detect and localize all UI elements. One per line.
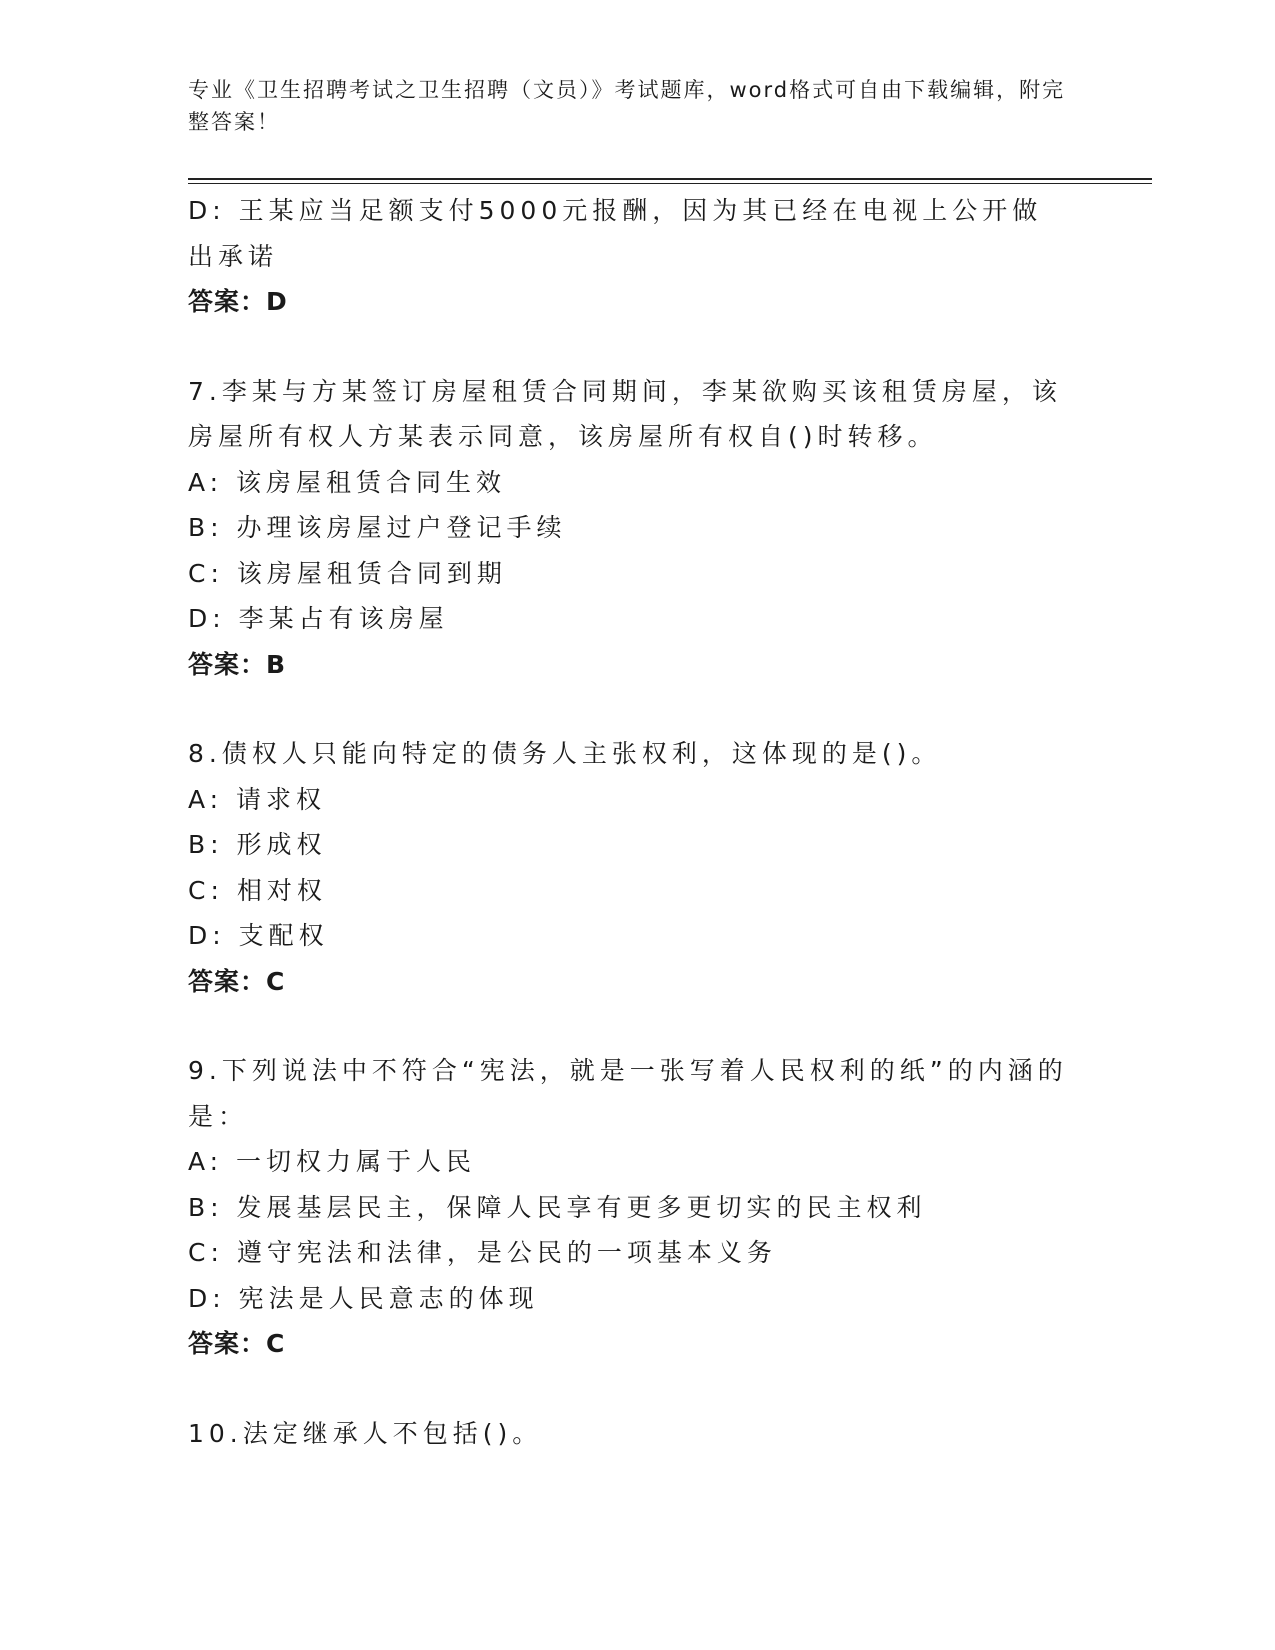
header-rule-thick xyxy=(188,178,1152,180)
question-7-option-b: B: 办理该房屋过户登记手续 xyxy=(188,513,567,542)
question-9-option-d: D: 宪法是人民意志的体现 xyxy=(188,1283,539,1313)
question-9-stem: 9.下列说法中不符合“宪法，就是一张写着人民权利的纸”的内涵的是： xyxy=(188,1056,1068,1131)
question-9-option-a: A: 一切权力属于人民 xyxy=(188,1147,477,1176)
document-header xyxy=(188,74,1068,138)
question-7-option-d: D: 李某占有该房屋 xyxy=(188,604,449,633)
question-8-option-a: A: 请求权 xyxy=(188,784,327,814)
question-7-stem: 7.李某与方某签订房屋租赁合同期间，李某欲购买该租赁房屋，该房屋所有权人方某表示同意，该房屋所有权自()时转移。 xyxy=(188,376,1062,451)
header-rule-thin xyxy=(188,183,1152,184)
question-8-stem: 8.债权人只能向特定的债务人主张权利，这体现的是()。 xyxy=(188,739,942,768)
question-6-option-d: D: 王某应当足额支付5000元报酬，因为其已经在电视上公开做出承诺 xyxy=(188,196,1043,271)
question-7-option-a: A: 该房屋租赁合同生效 xyxy=(188,467,507,497)
document-body xyxy=(188,188,1068,1456)
question-8-option-c: C: 相对权 xyxy=(188,875,327,905)
question-9-option-b: B: 发展基层民主，保障人民享有更多更切实的民主权利 xyxy=(188,1192,927,1222)
header-text: 专业《卫生招聘考试之卫生招聘（文员）》考试题库，word格式可自由下载编辑，附完整答案！ xyxy=(188,78,1066,134)
question-9-answer: 答案：C xyxy=(188,1329,286,1358)
question-8-answer: 答案：C xyxy=(188,966,286,996)
spacer xyxy=(188,1004,1068,1048)
question-8-option-d: D: 支配权 xyxy=(188,921,329,950)
question-6-answer: 答案：D xyxy=(188,287,288,316)
question-9-option-c: C: 遵守宪法和法律，是公民的一项基本义务 xyxy=(188,1238,777,1267)
question-8-option-b: B: 形成权 xyxy=(188,830,327,859)
question-7-option-c: C: 该房屋租赁合同到期 xyxy=(188,558,507,588)
question-10-stem: 10.法定继承人不包括()。 xyxy=(188,1418,543,1448)
spacer xyxy=(188,1367,1068,1411)
question-7-answer: 答案：B xyxy=(188,649,287,679)
spacer xyxy=(188,325,1068,369)
spacer xyxy=(188,687,1068,731)
